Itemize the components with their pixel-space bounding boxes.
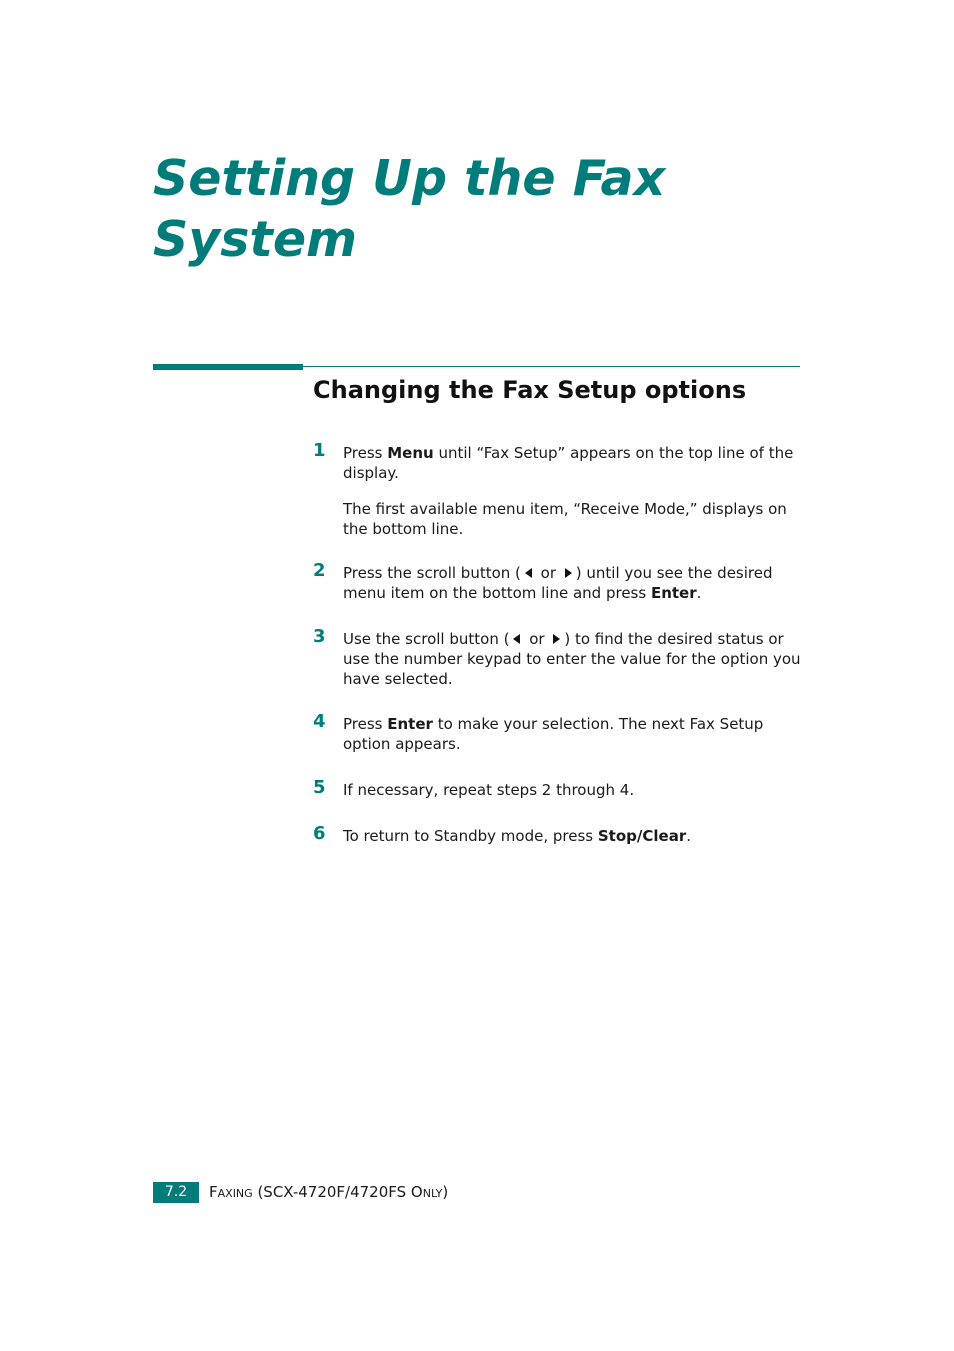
enter-key-label: Enter	[387, 715, 433, 733]
step-text-part: or	[524, 630, 550, 648]
left-arrow-icon	[513, 634, 520, 644]
section-rule-thin	[303, 366, 800, 367]
step-text	[343, 443, 803, 539]
step-text-part: Press	[343, 715, 388, 733]
step-text-part: Press the scroll button (	[343, 564, 521, 582]
stop-clear-key-label: Stop/Clear	[597, 827, 687, 845]
step-text	[343, 714, 803, 754]
step-2	[313, 560, 803, 603]
step-6	[313, 823, 803, 846]
footer-chapter-label: Faxing (SCX-4720F/4720FS Only)	[209, 1183, 449, 1201]
right-arrow-icon	[565, 568, 572, 578]
step-1	[313, 440, 803, 539]
step-text-part: .	[686, 827, 691, 845]
step-text-part: To return to Standby mode, press	[343, 827, 598, 845]
step-text-part: until “Fax Setup” appears on the top line of the display.	[343, 444, 794, 482]
step-number: 6	[313, 823, 326, 844]
section-title: Changing the Fax Setup options	[313, 376, 747, 404]
step-text	[343, 563, 803, 603]
step-text-part: .	[696, 584, 702, 602]
step-5	[313, 777, 803, 800]
step-number: 2	[313, 560, 326, 581]
step-number: 3	[313, 626, 326, 647]
step-note: The first available menu item, “Receive Mode,” displays on the bottom line.	[343, 500, 787, 538]
step-text-part: If necessary, repeat steps 2 through 4.	[343, 781, 635, 799]
step-text	[343, 826, 803, 846]
left-arrow-icon	[525, 568, 532, 578]
step-text-part: ) to find the desired status or use the number keypad to enter the value for the option you have selected.	[343, 630, 801, 688]
step-4	[313, 711, 803, 754]
step-text	[343, 629, 803, 689]
enter-key-label: Enter	[650, 584, 697, 602]
step-text-part: or	[535, 564, 561, 582]
chapter-title: Setting Up the Fax System	[153, 150, 666, 268]
page-number: 7.2	[153, 1182, 199, 1203]
step-number: 5	[313, 777, 326, 798]
step-text-part: Press	[343, 444, 388, 462]
step-number: 1	[313, 440, 326, 461]
menu-key-label: Menu	[387, 444, 434, 462]
section-rule-thick	[153, 364, 303, 370]
step-text	[343, 780, 803, 800]
right-arrow-icon	[553, 634, 560, 644]
step-text-part: Use the scroll button (	[343, 630, 510, 648]
step-text-part: ) until you see the desired menu item on the bottom line and press	[343, 564, 773, 602]
step-number: 4	[313, 711, 326, 732]
step-text-part: to make your selection. The next Fax Setup option appears.	[343, 715, 764, 753]
step-3	[313, 626, 803, 689]
